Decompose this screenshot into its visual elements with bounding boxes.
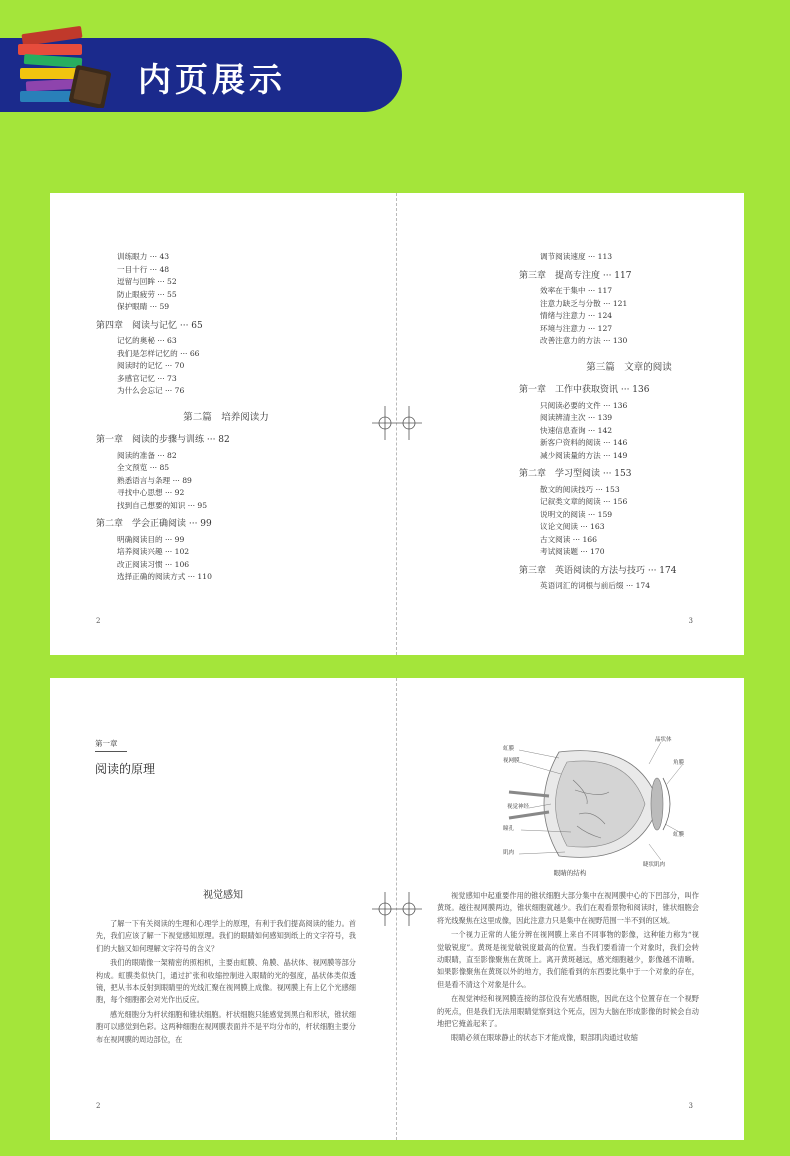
toc-entry: 明确阅读目的 ··· 99 [117, 534, 185, 544]
toc-entry: 说明文的阅读 ··· 159 [540, 509, 613, 519]
label-muscle: 肌肉 [503, 850, 515, 856]
toc-entry: 改善注意力的方法 ··· 130 [540, 336, 628, 345]
toc-part-heading: 第三篇 文章的阅读 [586, 361, 672, 373]
label-pupil: 瞳孔 [503, 826, 515, 832]
toc-entry: 效率在于集中 ··· 117 [540, 286, 613, 295]
label-optic-nerve: 视觉神经 [507, 804, 530, 810]
eye-structure-figure [489, 734, 689, 874]
paragraph: 视觉感知中起重要作用的锥状细胞大部分集中在视网膜中心的下凹部分，叫作黄斑。越往视网膜两边，锥状细胞就越少。我们在观看景物和阅读时，锥状细胞会将光线聚焦在这里成像，因此注意力只是集中在视野范围一半不到的区域。 [437, 891, 699, 925]
label-ciliary: 虹膜 [673, 832, 685, 838]
paragraph: 感光细胞分为杆状细胞和锥状细胞。杆状细胞只能感觉到黑白和形状，锥状细胞可以感觉到色彩。这两种细胞在视网膜表面并不是平均分布的，杆状细胞主要分布在视网膜的周边部位，在 [96, 1009, 356, 1044]
toc-chapter: 第二章 学会正确阅读 ··· 99 [96, 519, 212, 529]
label-lens: 晶状体 [655, 737, 672, 743]
label-retina: 视网膜 [503, 758, 520, 764]
toc-entry: 多感官记忆 ··· 73 [117, 373, 177, 383]
toc-entry: 选择正确的阅读方式 ··· 110 [117, 572, 212, 581]
body-text [437, 890, 699, 1047]
toc-chapter: 第一章 阅读的步骤与训练 ··· 82 [96, 435, 230, 445]
figure-caption: 眼睛的结构 [553, 869, 587, 877]
paragraph: 在视觉神经和视网膜连接的部位没有光感细胞，因此在这个位置存在一个视野的死点，但是我们无法用眼睛觉察到这个死点，因为大脑在形成影像的时候会自动地把它掩盖起来了。 [437, 994, 699, 1029]
chapter-title: 阅读的原理 [95, 762, 156, 776]
toc-entry: 阅读时的记忆 ··· 70 [117, 361, 185, 370]
toc-part-heading: 第二篇 培养阅读力 [183, 411, 269, 423]
toc-entry: 熟悉语言与条理 ··· 89 [117, 475, 192, 485]
toc-entry: 减少阅读量的方法 ··· 149 [540, 450, 628, 460]
toc-chapter: 第一章 工作中获取资讯 ··· 136 [519, 385, 650, 395]
paragraph: 我们的眼睛像一架精密的照相机，主要由虹膜、角膜、晶状体、视网膜等部分构成。虹膜类似快门，通过扩张和收缩控制进入眼睛的光的强度，晶状体类似透镜，把从书本反射到眼睛里的光线汇聚在视网膜上成像。视网膜上有上亿个光感细胞，每个细胞都会对光作出反应。 [96, 958, 356, 1005]
page-number: 3 [688, 617, 693, 625]
page-number: 3 [688, 1102, 693, 1110]
toc-entry: 寻找中心思想 ··· 92 [117, 488, 185, 497]
toc-entry: 情绪与注意力 ··· 124 [540, 311, 613, 320]
toc-entry: 改正阅读习惯 ··· 106 [117, 559, 190, 569]
toc-entry: 议论文阅读 ··· 163 [540, 522, 605, 531]
toc-entry: 注意力缺乏与分散 ··· 121 [540, 298, 628, 308]
toc-entry: 阅读辨清主次 ··· 139 [540, 413, 613, 422]
toc-entry: 阅读的准备 ··· 82 [117, 450, 177, 460]
toc-entry: 一目十行 ··· 48 [117, 264, 170, 274]
toc-entry: 只阅读必要的文件 ··· 136 [540, 400, 628, 410]
toc-entry: 新客户资料的阅读 ··· 146 [540, 438, 628, 447]
toc-chapter: 第二章 学习型阅读 ··· 153 [519, 469, 632, 479]
banner-title: 内页展示 [138, 60, 286, 99]
toc-chapter: 第四章 阅读与记忆 ··· 65 [96, 320, 203, 331]
body-text [96, 918, 356, 1048]
chapter-left-page [50, 678, 396, 1140]
toc-list [96, 251, 356, 584]
paragraph: 一个视力正常的人能分辨在视网膜上来自不同事物的影像，这种能力称为“视觉敏锐度”。黄斑是视觉敏锐度最高的位置。当我们要看清一个对象时，我们会转动眼睛，直至影像聚焦在黄斑上。离开黄斑越远，感光细胞越少，影像越不清晰。如果影像聚焦在黄斑以外的地方，我们能看到的东西要比集中于一个对象的存在，但是看不清这个对象是什么。 [437, 930, 699, 989]
toc-chapter: 第三章 提高专注度 ··· 117 [519, 270, 632, 281]
toc-entry: 全文预览 ··· 85 [117, 463, 170, 472]
toc-entry: 找到自己想要的知识 ··· 95 [117, 500, 208, 510]
toc-spread [50, 193, 744, 655]
toc-entry: 散文的阅读技巧 ··· 153 [540, 484, 620, 494]
toc-right-page [397, 193, 743, 655]
toc-entry: 调节阅读速度 ··· 113 [540, 252, 613, 261]
page-number: 2 [96, 617, 101, 625]
toc-entry: 为什么会忘记 ··· 76 [117, 386, 185, 395]
chapter-right-page [397, 678, 743, 1140]
books-stack-icon [14, 24, 114, 108]
toc-left-page [50, 193, 396, 655]
toc-entry: 记忆的奥秘 ··· 63 [117, 336, 177, 345]
toc-entry: 培养阅读兴趣 ··· 102 [117, 547, 190, 556]
toc-entry: 环境与注意力 ··· 127 [540, 323, 613, 333]
toc-entry: 记叙类文章的阅读 ··· 156 [540, 497, 628, 506]
toc-entry: 快速信息查询 ··· 142 [540, 425, 613, 435]
label-cornea: 角膜 [673, 760, 685, 766]
chapter-label: 第一章 [95, 738, 127, 752]
page-number: 2 [96, 1102, 101, 1110]
toc-entry: 英语词汇的词根与前后缀 ··· 174 [540, 581, 651, 590]
paragraph: 眼睛必须在眼球静止的状态下才能成像，眼部肌肉通过收缩 [451, 1033, 638, 1043]
paragraph: 了解一下有关阅读的生理和心理学上的原理，有利于我们提高阅读的能力。首先，我们应该了解一下视觉感知原理。我们的眼睛如何感知到纸上的文字符号，我们的大脑又如何理解文字符号的含义？ [96, 919, 356, 953]
toc-entry: 保护眼睛 ··· 59 [117, 302, 170, 311]
toc-entry: 防止眼疲劳 ··· 55 [117, 289, 177, 299]
toc-entry: 我们是怎样记忆的 ··· 66 [117, 348, 200, 358]
toc-entry: 考试阅读题 ··· 170 [540, 547, 605, 556]
toc-entry: 古文阅读 ··· 166 [540, 534, 597, 544]
toc-entry: 逗留与回眸 ··· 52 [117, 277, 177, 286]
label-suspensory: 睫状肌肉 [643, 862, 666, 868]
chapter-spread [50, 678, 744, 1140]
toc-entry: 训练眼力 ··· 43 [117, 252, 170, 261]
section-title: 视觉感知 [203, 890, 243, 901]
toc-chapter: 第三章 英语阅读的方法与技巧 ··· 174 [519, 565, 677, 576]
toc-list [519, 251, 739, 593]
label-iris: 虹膜 [503, 746, 515, 752]
